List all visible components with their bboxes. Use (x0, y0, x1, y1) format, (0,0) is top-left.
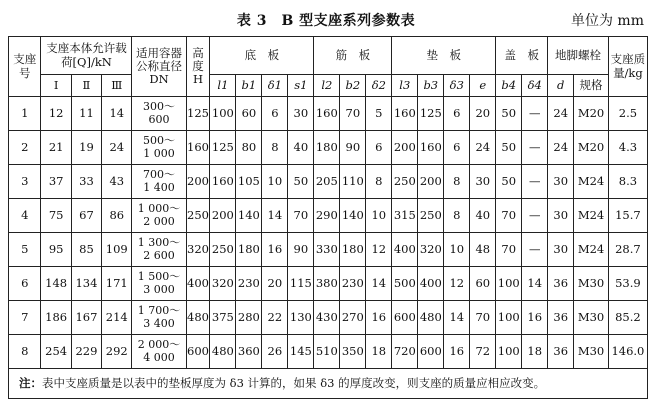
cell-dn-from: 700～ (143, 167, 176, 181)
cell-dn (132, 335, 186, 369)
cell-s1: 40 (288, 131, 314, 165)
unit-label: 单位为 mm (570, 13, 644, 29)
cell-h: 200 (186, 165, 210, 199)
header-delta4: δ4 (522, 75, 548, 97)
header-vessel-dn: 适用容器公称直径 DN (132, 37, 186, 97)
header-l1: l1 (210, 75, 236, 97)
header-b1: b1 (236, 75, 262, 97)
cell-d3: 8 (444, 165, 470, 199)
cell-q2: 33 (71, 165, 101, 199)
cell-l1: 250 (210, 233, 236, 267)
cell-d4: — (522, 97, 548, 131)
cell-dn-to: 600 (148, 112, 170, 126)
cell-l1: 160 (210, 165, 236, 199)
header-seat-no: 支座号 (9, 37, 41, 97)
cell-q1: 37 (41, 165, 71, 199)
cell-mass: 4.3 (608, 131, 647, 165)
cell-e: 30 (470, 165, 496, 199)
cell-s1: 145 (288, 335, 314, 369)
cell-h: 480 (186, 301, 210, 335)
cell-b2: 180 (340, 233, 366, 267)
cell-q2: 67 (71, 199, 101, 233)
cell-spec: M24 (574, 233, 609, 267)
header-e: e (470, 75, 496, 97)
cell-b3: 600 (418, 335, 444, 369)
cell-h: 400 (186, 267, 210, 301)
cell-b1: 360 (236, 335, 262, 369)
cell-b1: 180 (236, 233, 262, 267)
cell-d3: 8 (444, 199, 470, 233)
cell-spec: M20 (574, 97, 609, 131)
cell-l2: 510 (314, 335, 340, 369)
cell-d3: 6 (444, 97, 470, 131)
cell-b4: 50 (496, 97, 522, 131)
cell-dn (132, 199, 186, 233)
cell-d2: 10 (366, 199, 392, 233)
cell-d1: 20 (262, 267, 288, 301)
table-body (9, 97, 648, 369)
header-b4: b4 (496, 75, 522, 97)
cell-b3: 480 (418, 301, 444, 335)
cell-b1: 230 (236, 267, 262, 301)
header-delta2: δ2 (366, 75, 392, 97)
cell-q3: 171 (102, 267, 132, 301)
cell-h: 160 (186, 131, 210, 165)
cell-s1: 50 (288, 165, 314, 199)
header-b3: b3 (418, 75, 444, 97)
cell-e: 20 (470, 97, 496, 131)
cell-dn-from: 2 000～ (137, 337, 181, 351)
cell-d1: 6 (262, 97, 288, 131)
cell-d2: 5 (366, 97, 392, 131)
cell-d4: 18 (522, 335, 548, 369)
parameter-table (8, 36, 648, 399)
cell-d3: 10 (444, 233, 470, 267)
header-row-1 (9, 37, 648, 75)
cell-d4: 14 (522, 267, 548, 301)
cell-l3: 315 (392, 199, 418, 233)
cell-q3: 24 (102, 131, 132, 165)
cell-q3: 14 (102, 97, 132, 131)
cell-h: 125 (186, 97, 210, 131)
cell-l2: 205 (314, 165, 340, 199)
cell-l3: 200 (392, 131, 418, 165)
cell-no: 1 (9, 97, 41, 131)
cell-l2: 290 (314, 199, 340, 233)
cell-b3: 160 (418, 131, 444, 165)
cell-l3: 250 (392, 165, 418, 199)
cell-d: 24 (548, 131, 574, 165)
cell-b4: 50 (496, 131, 522, 165)
cell-l1: 100 (210, 97, 236, 131)
cell-d2: 14 (366, 267, 392, 301)
cell-b3: 125 (418, 97, 444, 131)
cell-spec: M24 (574, 199, 609, 233)
cell-q3: 214 (102, 301, 132, 335)
cell-q2: 167 (71, 301, 101, 335)
cell-s1: 30 (288, 97, 314, 131)
cell-l2: 380 (314, 267, 340, 301)
cell-b3: 320 (418, 233, 444, 267)
cell-q3: 43 (102, 165, 132, 199)
cell-d2: 6 (366, 131, 392, 165)
cell-d2: 16 (366, 301, 392, 335)
cell-d: 30 (548, 199, 574, 233)
cell-q1: 75 (41, 199, 71, 233)
cell-no: 6 (9, 267, 41, 301)
cell-b3: 400 (418, 267, 444, 301)
header-load-i: Ⅰ (41, 75, 71, 97)
cell-l1: 125 (210, 131, 236, 165)
header-load-iii: Ⅲ (102, 75, 132, 97)
cell-no: 5 (9, 233, 41, 267)
cell-s1: 90 (288, 233, 314, 267)
cell-mass: 85.2 (608, 301, 647, 335)
cell-d3: 14 (444, 301, 470, 335)
header-rib-plate: 筋 板 (314, 37, 392, 75)
cell-l1: 200 (210, 199, 236, 233)
table-row (9, 131, 648, 165)
cell-dn (132, 131, 186, 165)
cell-mass: 28.7 (608, 233, 647, 267)
cell-d4: — (522, 131, 548, 165)
cell-b4: 50 (496, 165, 522, 199)
cell-mass: 53.9 (608, 267, 647, 301)
cell-s1: 70 (288, 199, 314, 233)
cell-no: 3 (9, 165, 41, 199)
cell-dn (132, 97, 186, 131)
table-title: 表 3 B 型支座系列参数表 (236, 13, 416, 29)
table-row (9, 267, 648, 301)
cell-spec: M20 (574, 131, 609, 165)
cell-dn-to: 2 000 (143, 214, 175, 228)
cell-e: 40 (470, 199, 496, 233)
cell-b1: 280 (236, 301, 262, 335)
cell-d4: — (522, 199, 548, 233)
cell-b2: 230 (340, 267, 366, 301)
cell-e: 48 (470, 233, 496, 267)
cell-spec: M30 (574, 301, 609, 335)
cell-d1: 22 (262, 301, 288, 335)
cell-l1: 375 (210, 301, 236, 335)
cell-dn-to: 1 400 (143, 180, 175, 194)
cell-d: 24 (548, 97, 574, 131)
cell-mass: 8.3 (608, 165, 647, 199)
cell-d: 36 (548, 335, 574, 369)
table-row (9, 233, 648, 267)
cell-q3: 86 (102, 199, 132, 233)
cell-dn-to: 3 000 (143, 282, 175, 296)
cell-h: 600 (186, 335, 210, 369)
title-row (0, 0, 652, 36)
cell-d: 36 (548, 301, 574, 335)
cell-h: 250 (186, 199, 210, 233)
cell-d3: 12 (444, 267, 470, 301)
cell-b2: 140 (340, 199, 366, 233)
cell-s1: 115 (288, 267, 314, 301)
cell-b4: 70 (496, 199, 522, 233)
cell-q2: 19 (71, 131, 101, 165)
note-label: 注： (19, 375, 42, 390)
cell-d: 30 (548, 165, 574, 199)
cell-dn (132, 165, 186, 199)
cell-mass: 2.5 (608, 97, 647, 131)
cell-q1: 186 (41, 301, 71, 335)
cell-l3: 600 (392, 301, 418, 335)
header-l3: l3 (392, 75, 418, 97)
cell-b1: 105 (236, 165, 262, 199)
cell-d2: 18 (366, 335, 392, 369)
cell-dn-from: 1 500～ (137, 269, 181, 283)
cell-q1: 21 (41, 131, 71, 165)
cell-h: 320 (186, 233, 210, 267)
cell-dn-to: 1 000 (143, 146, 175, 160)
note-cell (9, 369, 648, 399)
header-cover-plate: 盖 板 (496, 37, 548, 75)
table-row (9, 199, 648, 233)
cell-l3: 500 (392, 267, 418, 301)
header-mass: 支座质量/kg (608, 37, 647, 97)
cell-no: 2 (9, 131, 41, 165)
header-row-2 (9, 75, 648, 97)
cell-q1: 95 (41, 233, 71, 267)
cell-b4: 100 (496, 267, 522, 301)
cell-dn-from: 500～ (143, 133, 176, 147)
cell-dn-from: 300～ (143, 99, 176, 113)
cell-d4: — (522, 165, 548, 199)
header-height: 高度 H (186, 37, 210, 97)
cell-q2: 229 (71, 335, 101, 369)
cell-e: 60 (470, 267, 496, 301)
cell-d1: 8 (262, 131, 288, 165)
header-l2: l2 (314, 75, 340, 97)
cell-d: 36 (548, 267, 574, 301)
cell-b1: 60 (236, 97, 262, 131)
note-text: 表中支座质量是以表中的垫板厚度为 δ3 计算的，如果 δ3 的厚度改变，则支座的质量应相应改变。 (42, 375, 546, 390)
cell-d3: 6 (444, 131, 470, 165)
cell-b2: 90 (340, 131, 366, 165)
header-b2: b2 (340, 75, 366, 97)
header-spec: 规格 (574, 75, 609, 97)
cell-e: 70 (470, 301, 496, 335)
cell-dn (132, 301, 186, 335)
table-row (9, 335, 648, 369)
cell-s1: 130 (288, 301, 314, 335)
cell-b2: 110 (340, 165, 366, 199)
cell-d1: 16 (262, 233, 288, 267)
cell-d1: 26 (262, 335, 288, 369)
cell-d4: 16 (522, 301, 548, 335)
cell-dn-from: 1 700～ (137, 303, 181, 317)
cell-dn-to: 2 600 (143, 248, 175, 262)
cell-spec: M24 (574, 165, 609, 199)
table-row (9, 301, 648, 335)
cell-spec: M30 (574, 335, 609, 369)
header-allowed-load: 支座本体允许载荷[Q]/kN (41, 37, 132, 75)
header-base-plate: 底 板 (210, 37, 314, 75)
cell-d3: 16 (444, 335, 470, 369)
cell-q2: 85 (71, 233, 101, 267)
cell-l1: 320 (210, 267, 236, 301)
cell-q3: 292 (102, 335, 132, 369)
cell-l2: 180 (314, 131, 340, 165)
cell-l3: 400 (392, 233, 418, 267)
cell-dn (132, 267, 186, 301)
cell-l3: 720 (392, 335, 418, 369)
cell-mass: 15.7 (608, 199, 647, 233)
cell-q2: 11 (71, 97, 101, 131)
cell-b4: 100 (496, 335, 522, 369)
header-load-ii: Ⅱ (71, 75, 101, 97)
cell-q1: 254 (41, 335, 71, 369)
cell-l3: 160 (392, 97, 418, 131)
cell-e: 72 (470, 335, 496, 369)
cell-spec: M30 (574, 267, 609, 301)
cell-dn-to: 3 400 (143, 316, 175, 330)
header-anchor-bolt: 地脚螺栓 (548, 37, 609, 75)
cell-dn (132, 233, 186, 267)
cell-q1: 148 (41, 267, 71, 301)
cell-b4: 70 (496, 233, 522, 267)
header-delta1: δ1 (262, 75, 288, 97)
table-row (9, 97, 648, 131)
header-d: d (548, 75, 574, 97)
note-row (9, 369, 648, 399)
header-delta3: δ3 (444, 75, 470, 97)
cell-no: 8 (9, 335, 41, 369)
cell-no: 7 (9, 301, 41, 335)
cell-b3: 250 (418, 199, 444, 233)
cell-d: 30 (548, 233, 574, 267)
header-pad-plate: 垫 板 (392, 37, 496, 75)
cell-d2: 12 (366, 233, 392, 267)
cell-no: 4 (9, 199, 41, 233)
cell-q3: 109 (102, 233, 132, 267)
cell-b2: 270 (340, 301, 366, 335)
cell-dn-to: 4 000 (143, 350, 175, 364)
cell-d4: — (522, 233, 548, 267)
cell-b1: 80 (236, 131, 262, 165)
cell-d1: 14 (262, 199, 288, 233)
cell-b4: 100 (496, 301, 522, 335)
cell-mass: 146.0 (608, 335, 647, 369)
cell-e: 24 (470, 131, 496, 165)
cell-q1: 12 (41, 97, 71, 131)
cell-b1: 140 (236, 199, 262, 233)
cell-dn-from: 1 000～ (137, 201, 181, 215)
cell-l2: 160 (314, 97, 340, 131)
cell-l2: 430 (314, 301, 340, 335)
cell-d1: 10 (262, 165, 288, 199)
cell-d2: 8 (366, 165, 392, 199)
cell-l2: 330 (314, 233, 340, 267)
cell-b2: 70 (340, 97, 366, 131)
table-row (9, 165, 648, 199)
cell-b2: 350 (340, 335, 366, 369)
header-s1: s1 (288, 75, 314, 97)
cell-q2: 134 (71, 267, 101, 301)
cell-l1: 480 (210, 335, 236, 369)
cell-dn-from: 1 300～ (137, 235, 181, 249)
cell-b3: 200 (418, 165, 444, 199)
